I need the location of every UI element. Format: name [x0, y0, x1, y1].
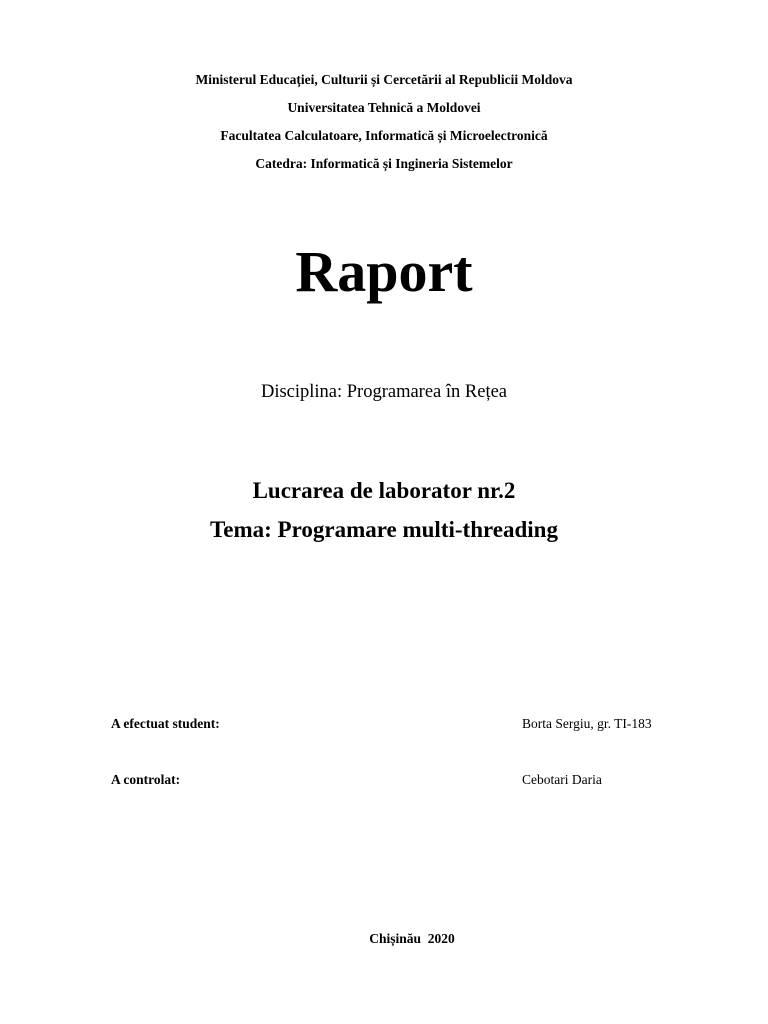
lab-theme: Tema: Programare multi-threading: [210, 517, 558, 542]
ministry-name: Ministerul Educației, Culturii și Cercetării al Republicii Moldova: [195, 72, 573, 87]
controller-label: A controlat:: [111, 772, 181, 787]
controller-value: Cebotari Daria: [522, 772, 602, 787]
discipline-line: Disciplina: Programarea în Rețea: [260, 382, 508, 402]
department-name: Catedra: Informatică și Ingineria Sistemelor: [255, 156, 513, 171]
student-label: A efectuat student:: [111, 716, 220, 731]
place-and-date: Chișinău 2020: [369, 931, 455, 946]
faculty-name: Facultatea Calculatoare, Informatică și Microelectronică: [220, 128, 548, 143]
university-name: Universitatea Tehnică a Moldovei: [287, 100, 481, 115]
document-title: Raport: [295, 239, 473, 304]
lab-number: Lucrarea de laborator nr.2: [252, 478, 516, 503]
student-value: Borta Sergiu, gr. TI-183: [522, 716, 652, 731]
